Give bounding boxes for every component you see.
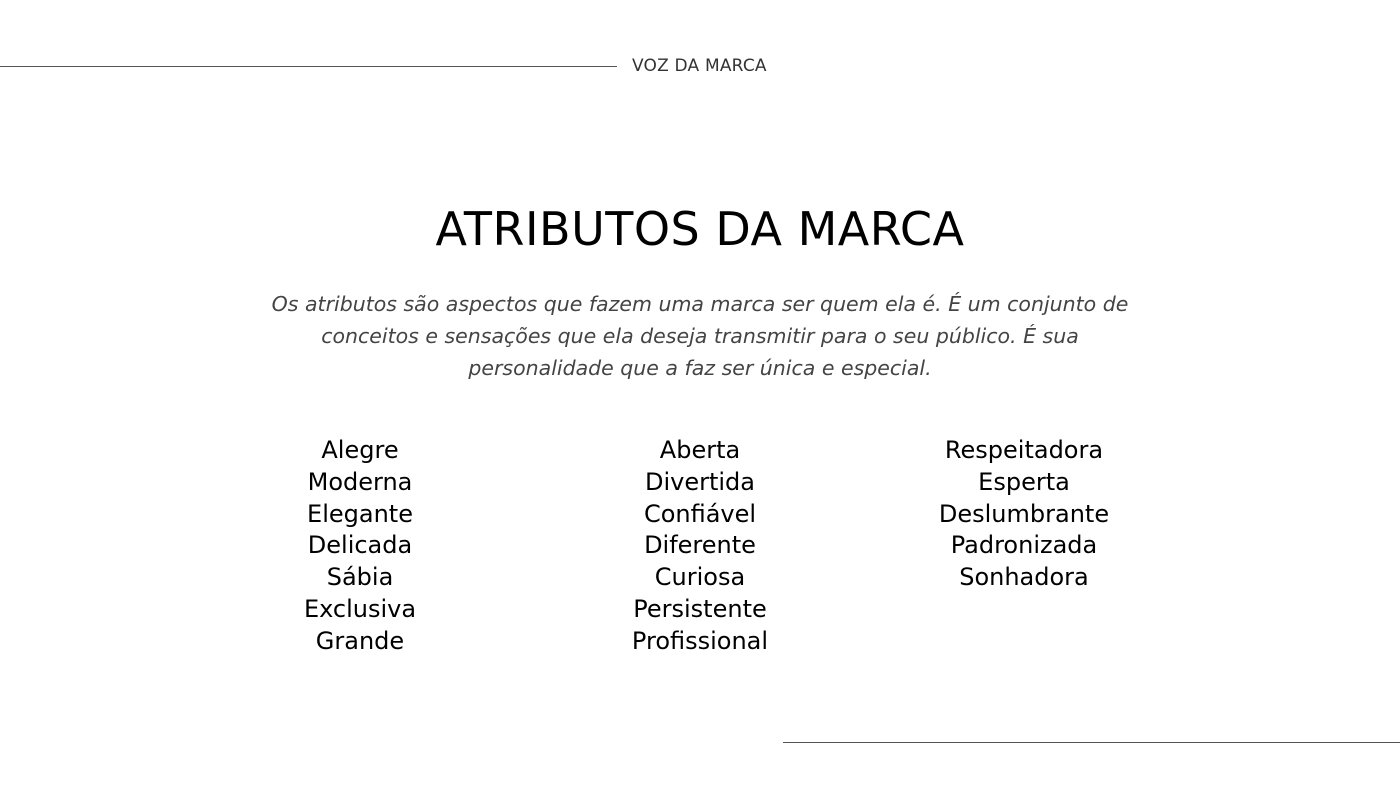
attribute-column-1 [210,435,510,658]
attribute-item: Confiável [643,499,757,528]
attribute-item: Respeitadora [944,436,1104,464]
page-description: Os atributos são aspectos que fazem uma marca ser quem ela é. É um conjunto de conceitos e sensações que ela deseja transmitir para o seu público. É sua personalidade que a faz ser única e especial. [271,292,1129,380]
footer-divider-line [783,742,1400,743]
attribute-item: Esperta [978,467,1070,496]
attribute-item: Curiosa [654,563,746,592]
attribute-item: Moderna [307,467,413,496]
attribute-column-2 [550,435,850,658]
attribute-item: Deslumbrante [938,499,1110,528]
attribute-item: Padronizada [950,531,1098,560]
attribute-item: Exclusiva [303,594,417,623]
attribute-item: Sábia [326,563,394,592]
attribute-item: Sonhadora [959,563,1089,592]
attribute-item: Alegre [321,436,399,464]
page-title: ATRIBUTOS DA MARCA [435,202,965,256]
section-label: VOZ DA MARCA [632,56,767,76]
attribute-item: Diferente [644,531,756,560]
attribute-item: Delicada [307,531,413,560]
attribute-item: Profissional [631,626,769,655]
attribute-column-3 [874,435,1174,594]
header-divider-line [0,66,617,67]
attribute-item: Aberta [659,436,741,464]
attribute-item: Grande [315,626,405,655]
attribute-item: Divertida [644,467,755,496]
attribute-item: Persistente [633,594,767,623]
attribute-item: Elegante [307,499,413,528]
